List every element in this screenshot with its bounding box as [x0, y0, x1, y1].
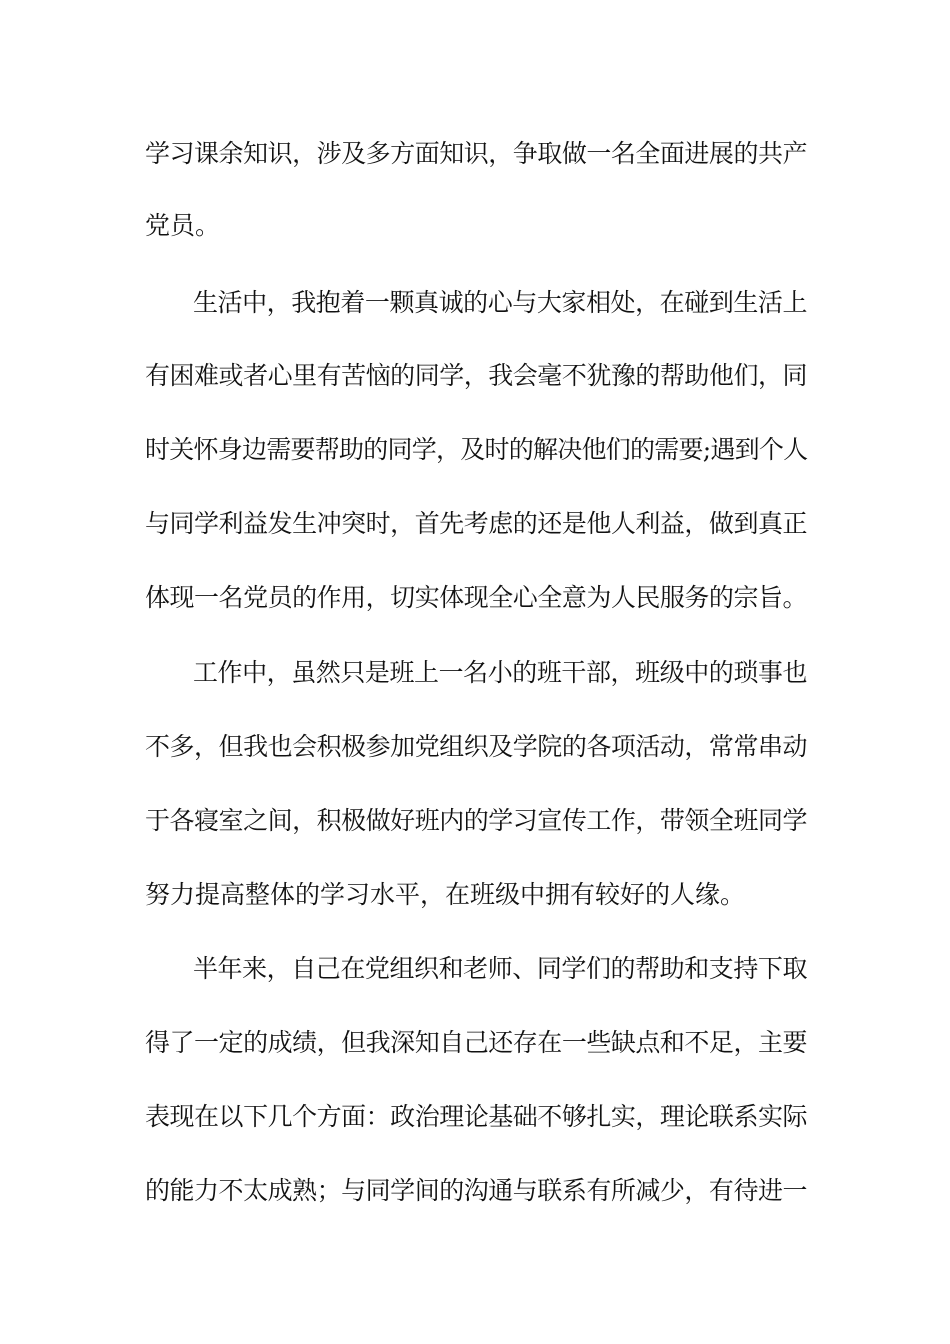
text-line: 努力提高整体的学习水平，在班级中拥有较好的人缘。: [145, 880, 746, 909]
text-line: 时关怀身边需要帮助的同学，及时的解决他们的需要;遇到个人: [145, 435, 808, 464]
text-line: 于各寝室之间，积极做好班内的学习宣传工作，带领全班同学: [145, 806, 808, 835]
text-line: 党员。: [145, 211, 221, 240]
paragraph-first-line: 半年来，自己在党组织和老师、同学们的帮助和支持下取: [193, 954, 808, 983]
paragraph-first-line: 生活中，我抱着一颗真诚的心与大家相处，在碰到生活上: [193, 288, 808, 317]
text-line: 的能力不太成熟；与同学间的沟通与联系有所减少，有待进一: [145, 1176, 808, 1205]
text-line: 学习课余知识，涉及多方面知识，争取做一名全面进展的共产: [145, 139, 808, 168]
text-line: 体现一名党员的作用，切实体现全心全意为人民服务的宗旨。: [145, 583, 808, 612]
text-line: 表现在以下几个方面：政治理论基础不够扎实，理论联系实际: [145, 1102, 808, 1131]
text-line: 有困难或者心里有苦恼的同学，我会毫不犹豫的帮助他们，同: [145, 361, 808, 390]
text-line: 得了一定的成绩，但我深知自己还存在一些缺点和不足，主要: [145, 1028, 808, 1057]
text-line: 不多，但我也会积极参加党组织及学院的各项活动，常常串动: [145, 732, 808, 761]
paragraph-first-line: 工作中，虽然只是班上一名小的班干部，班级中的琐事也: [193, 658, 808, 687]
text-line: 与同学利益发生冲突时，首先考虑的还是他人利益，做到真正: [145, 509, 808, 538]
